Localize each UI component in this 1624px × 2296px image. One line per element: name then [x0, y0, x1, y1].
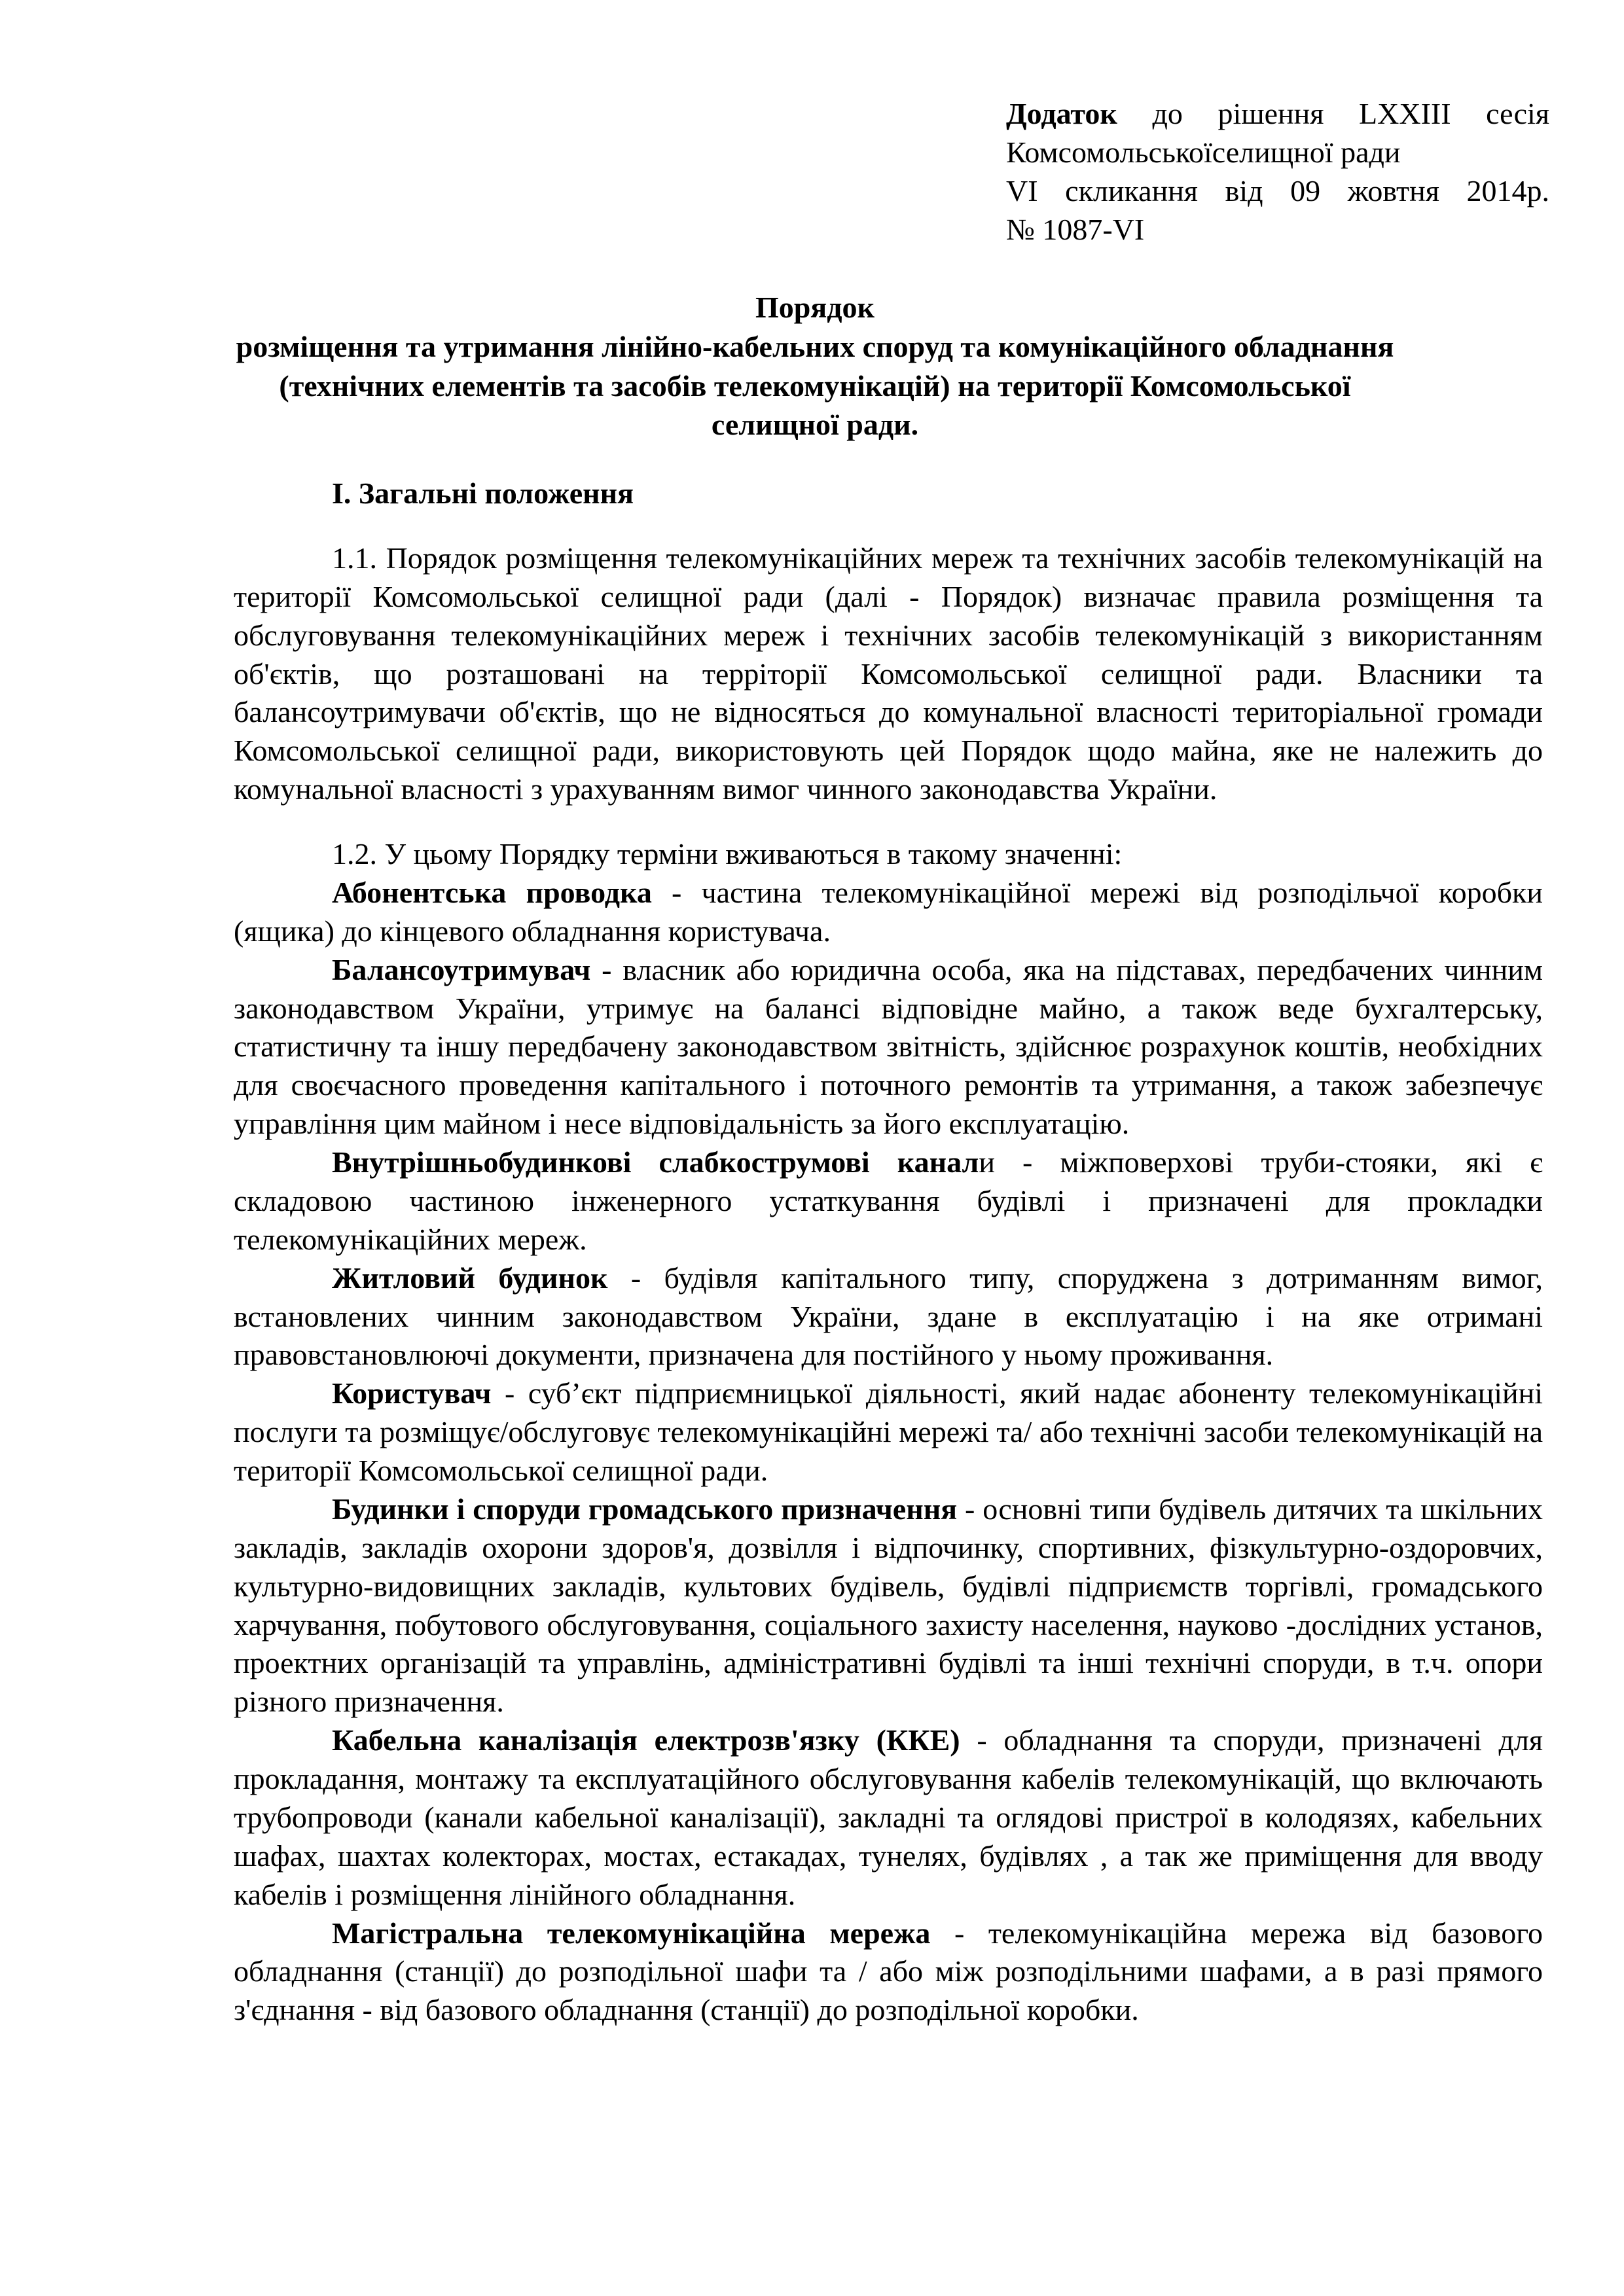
addendum-block — [1006, 95, 1549, 249]
paragraph-gap — [234, 809, 1543, 835]
term-text: - основні типи будівель дитячих та шкільних закладів, закладів охорони здоров'я, дозвілля і відпочинку, спортивних, фізкультурно-оздоровчих, культурно-видовищних закладів, культових будівель, будівлі підприємств торгівлі, громадського харчування, побутового обслуговування, соціального захисту населення, науково -дослідних установ, проектних організацій та управлінь, адміністративні будівлі та інші технічні споруди, в т.ч. опори різного призначення. — [234, 1492, 1543, 1719]
term-definition — [234, 1374, 1543, 1490]
term-text: - обладнання та споруди, призначені для прокладання, монтажу та експлуатаційного обслуговування кабелів телекомунікацій, що включають трубопроводи (канали кабельної каналізації), закладні та оглядові пристрої в колодязях, кабельних шафах, шахтах колекторах, мостах, естакадах, тунелях, будівлях , а так же приміщення для вводу кабелів і розміщення лінійного обладнання. — [234, 1723, 1543, 1911]
term-definition — [234, 1914, 1543, 2030]
term-name: Балансоутримувач — [332, 952, 591, 986]
term-text: - суб’єкт підприємницької діяльності, який надає абоненту телекомунікаційні послуги та розміщує/обслуговує телекомунікаційні мережі та/ або технічні засоби телекомунікацій на території Комсомольської селищної ради. — [234, 1376, 1543, 1487]
title-line-2: (технічних елементів та засобів телекомунікацій) на території Комсомольської — [279, 368, 1351, 403]
term-text: - телекомунікаційна мережа від базового обладнання (станції) до розподільної шафи та / або між розподільними шафами, а в разі прямого з'єднання - від базового обладнання (станції) до розподільної коробки. — [234, 1916, 1543, 2027]
term-definition — [234, 1721, 1543, 1914]
term-name: Користувач — [332, 1376, 492, 1410]
term-name: Кабельна каналізація електрозв'язку (ККЕ) — [332, 1723, 960, 1757]
term-definition — [234, 1259, 1543, 1375]
term-text: и - міжповерхові труби-стояки, які є складовою частиною інженерного устаткування будівлі і призначені для прокладки телекомунікаційних мереж. — [234, 1145, 1543, 1256]
addendum-line-3: VI скликання від 09 жовтня 2014р. — [1006, 173, 1549, 207]
addendum-line-2: Комсомольськоїселищної ради — [1006, 135, 1401, 169]
term-definition — [234, 1143, 1543, 1259]
document-title — [223, 288, 1407, 444]
term-name: Внутрішньобудинкові слабкострумові канал — [332, 1145, 979, 1179]
paragraph-1-2: 1.2. У цьому Порядку терміни вживаються в такому значенні: — [332, 837, 1123, 870]
term-name: Житловий будинок — [332, 1261, 608, 1295]
addendum-line-4: № 1087-VI — [1006, 212, 1145, 246]
term-definition — [234, 874, 1543, 951]
term-name: Будинки і споруди громадського призначення — [332, 1492, 958, 1526]
term-definition — [234, 1490, 1543, 1721]
term-name: Магістральна телекомунікаційна мережа — [332, 1916, 931, 1950]
addendum-line-1 — [1006, 95, 1549, 134]
addendum-line-1-text: до рішення LXXIII сесія — [1117, 97, 1549, 130]
section-heading: І. Загальні положення — [332, 476, 634, 510]
addendum-label: Додаток — [1006, 97, 1117, 130]
term-definition — [234, 951, 1543, 1143]
document-body — [234, 475, 1543, 2030]
title-line-3: селищної ради. — [711, 408, 919, 442]
term-text: - власник або юридична особа, яка на підставах, передбачених чинним законодавством України, утримує на балансі відповідне майно, а також веде бухгалтерську, статистичну та іншу передбачену законодавством звітність, здійснює розрахунок коштів, необхідних для своєчасного проведення капітального і поточного ремонтів та утримання, а також забезпечує управління цим майном і несе відповідальність за його експлуатацію. — [234, 952, 1543, 1141]
term-text: - будівля капітального типу, споруджена з дотриманням вимог, встановлених чинним законодавством України, здане в експлуатацію і на яке отримані правовстановлюючі документи, призначена для постійного у ньому проживання. — [234, 1261, 1543, 1372]
term-name: Абонентська проводка — [332, 875, 652, 909]
paragraph-1-1: 1.1. Порядок розміщення телекомунікаційних мереж та технічних засобів телекомунікацій на території Комсомольської селищної ради (далі - Порядок) визначає правила розміщення та обслуговування телекомунікаційних мереж і технічних засобів телекомунікацій з використанням об'єктів, що розташовані на терріторії Комсомольської селищної ради. Власники та балансоутримувачи об'єктів, що не відносяться до комунальної власності територіальної громади Комсомольської селищної ради, використовують цей Порядок щодо майна, яке не належить до комунальної власності з урахуванням вимог чинного законодавства України. — [234, 541, 1543, 806]
term-text: - частина телекомунікаційної мережі від розподільчої коробки (ящика) до кінцевого обладнання користувача. — [234, 875, 1543, 948]
title-line-1: розміщення та утримання лінійно-кабельних споруд та комунікаційного обладнання — [236, 329, 1394, 363]
title-heading: Порядок — [755, 291, 875, 324]
